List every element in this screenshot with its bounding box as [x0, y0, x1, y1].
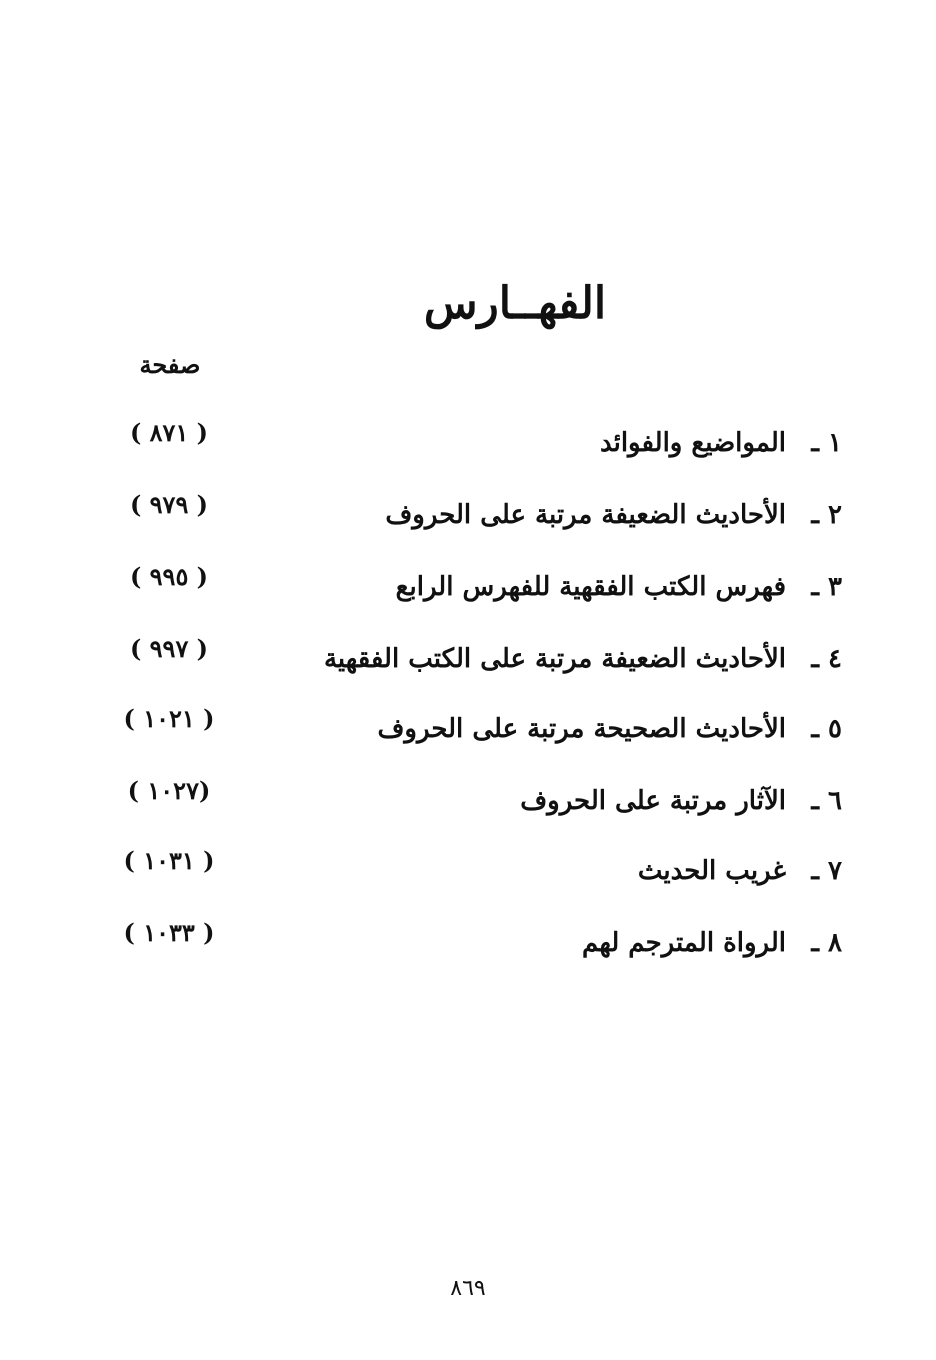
toc-entry-number: ٤ ـ [811, 644, 842, 674]
toc-entry-number: ٧ ـ [811, 856, 842, 886]
toc-entry-3[interactable] [0, 562, 936, 622]
page-title: الفهــارس [423, 278, 607, 329]
toc-entry-number: ١ ـ [811, 428, 842, 458]
toc-entry-title: الأحاديث الضعيفة مرتبة على الحروف [385, 500, 786, 530]
toc-entry-number: ٨ ـ [811, 928, 842, 958]
toc-entry-page: ( ٩٩٧ ) [129, 634, 209, 663]
toc-entry-page: (١٠٢٧ ) [127, 776, 211, 805]
toc-entry-number: ٣ ـ [811, 572, 842, 602]
toc-entry-page: ( ١٠٣١ ) [123, 846, 215, 875]
toc-entry-page: ( ٨٧١ ) [129, 418, 209, 447]
toc-entry-5[interactable] [0, 704, 936, 764]
toc-entry-page: ( ٩٧٩ ) [129, 490, 209, 519]
toc-entry-4[interactable] [0, 634, 936, 694]
toc-entry-title: المواضيع والفوائد [599, 428, 786, 458]
toc-entry-page: ( ١٠٢١ ) [123, 704, 215, 733]
toc-entry-title: الأحاديث الصحيحة مرتبة على الحروف [377, 714, 786, 744]
toc-entry-7[interactable] [0, 846, 936, 906]
toc-entry-2[interactable] [0, 490, 936, 550]
toc-entry-title: الآثار مرتبة على الحروف [520, 786, 786, 816]
page-number: ٨٦٩ [450, 1276, 486, 1301]
toc-entry-title: الأحاديث الضعيفة مرتبة على الكتب الفقهية [323, 644, 786, 674]
toc-entry-1[interactable] [0, 418, 936, 478]
page-column-label: صفحة [139, 350, 201, 379]
toc-entry-title: الرواة المترجم لهم [582, 928, 786, 958]
toc-entry-title: فهرس الكتب الفقهية للفهرس الرابع [395, 572, 786, 602]
toc-entry-number: ٦ ـ [811, 786, 842, 816]
toc-entry-number: ٢ ـ [811, 500, 842, 530]
toc-entry-page: ( ٩٩٥ ) [129, 562, 209, 591]
toc-entry-8[interactable] [0, 918, 936, 978]
toc-entry-page: ( ١٠٣٣ ) [123, 918, 215, 947]
toc-entry-number: ٥ ـ [811, 714, 842, 744]
toc-entry-title: غريب الحديث [637, 856, 786, 886]
toc-entry-6[interactable] [0, 776, 936, 836]
